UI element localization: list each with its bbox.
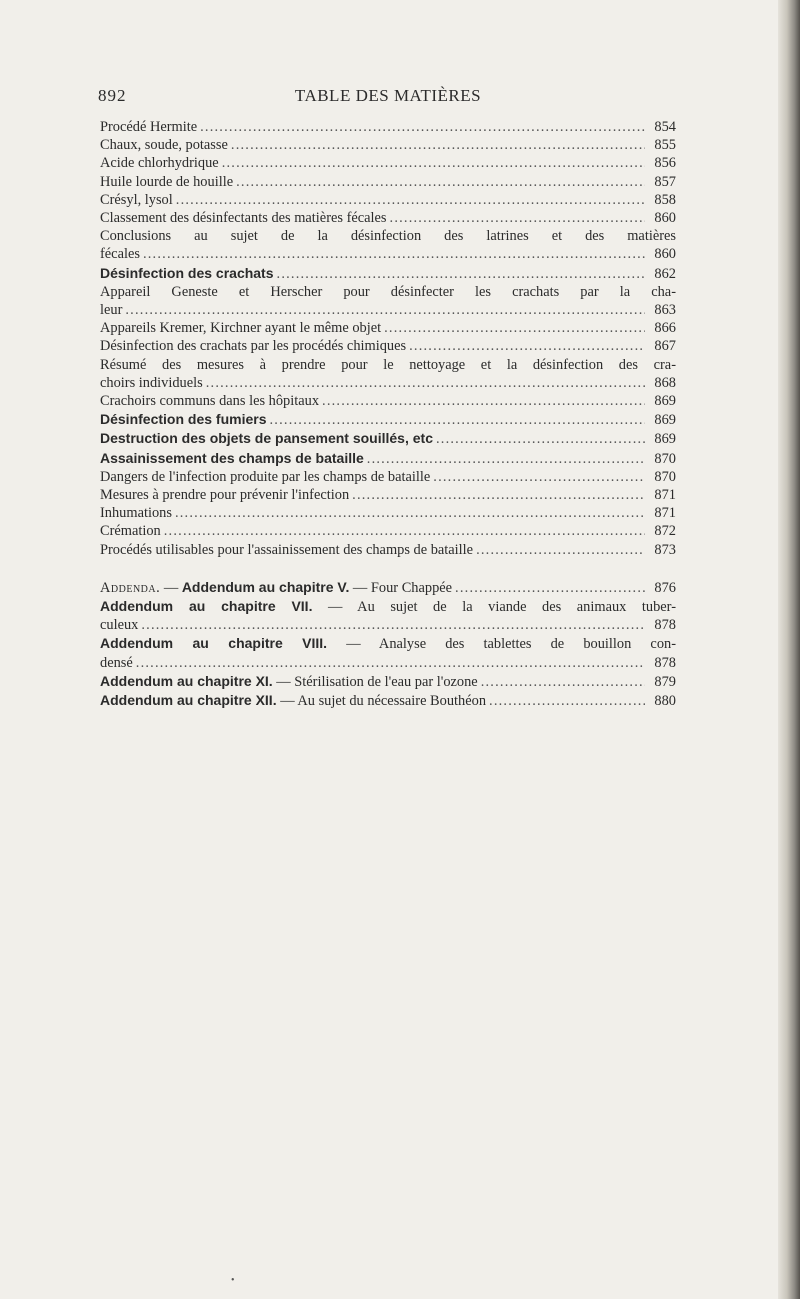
entry-title: choirs individuels (100, 374, 203, 391)
toc-entry (100, 486, 676, 504)
toc-entry (100, 392, 676, 410)
page-edge-shadow (778, 0, 800, 1299)
addendum-title: Addendum au chapitre V. (181, 578, 350, 595)
page-number: 892 (98, 86, 127, 105)
entry-title: Crémation (100, 523, 161, 540)
entry-page: 871 (654, 487, 676, 504)
entry-page: 872 (654, 523, 676, 540)
toc-entry (100, 191, 676, 209)
entry-page: 856 (654, 155, 676, 172)
entry-title: Crésyl, lysol (100, 191, 173, 208)
toc-entry (100, 449, 676, 468)
entry-page: 863 (654, 302, 676, 319)
addendum-title: Addendum au chapitre VIII. (100, 635, 328, 652)
entry-page: 869 (654, 412, 676, 429)
entry-title: Appareils Kremer, Kirchner ayant le même objet (100, 320, 382, 337)
addendum-subject: — Au sujet de la viande des animaux tuber- (312, 599, 676, 616)
toc-entry (100, 227, 676, 263)
toc-entry (100, 468, 676, 486)
addendum-subject: — Analyse des tablettes de bouillon con- (327, 636, 677, 653)
entry-page: 870 (654, 468, 676, 485)
entry-page: 876 (654, 579, 676, 596)
entry-page: 860 (654, 210, 676, 227)
toc-entry (100, 154, 676, 172)
toc-entry (100, 264, 676, 283)
entry-title: Dangers de l'infection produite par les champs de bataille (100, 468, 431, 485)
entry-title: Procédé Hermite (100, 119, 198, 135)
entry-title: Crachoirs communs dans les hôpitaux (100, 393, 320, 410)
entry-title: Procédés utilisables pour l'assainissement des champs de bataille (100, 541, 474, 558)
entry-title: Désinfection des fumiers (100, 411, 267, 428)
entry-title: Acide chlorhydrique (100, 155, 219, 172)
addendum-subject: — Stérilisation de l'eau par l'ozone (272, 673, 478, 690)
entry-title: Classement des désinfectants des matières fécales (100, 210, 387, 227)
toc-entry (100, 283, 676, 319)
page-header (98, 86, 678, 108)
toc-entry (100, 541, 676, 559)
entry-title: Huile lourde de houille (100, 173, 234, 190)
toc-entry (100, 356, 676, 392)
running-title: TABLE DES MATIÈRES (294, 86, 482, 105)
toc-entry (100, 136, 676, 154)
table-of-contents (100, 118, 676, 710)
entry-title: culeux (100, 617, 139, 634)
addendum-subject: — Au sujet du nécessaire Bouthéon (276, 693, 487, 710)
entry-title: Chaux, soude, potasse (100, 137, 228, 154)
entry-page: 862 (654, 265, 676, 282)
entry-page: 858 (654, 191, 676, 208)
entry-page: 868 (654, 374, 676, 391)
entry-page: 855 (654, 137, 676, 154)
entry-title: Désinfection des crachats (100, 264, 274, 281)
addendum-title: Addendum au chapitre XII. (100, 692, 277, 709)
entry-title: leur (100, 302, 123, 319)
addenda-label: Addenda. (100, 579, 161, 596)
entry-page: 857 (654, 173, 676, 190)
entry-page: 869 (654, 431, 676, 448)
entry-page: 867 (654, 338, 676, 355)
entry-page: 880 (654, 693, 676, 710)
addendum-title: Addendum au chapitre VII. (100, 598, 313, 615)
toc-entry (100, 429, 676, 448)
toc-entry (100, 337, 676, 355)
toc-entry (100, 319, 676, 337)
toc-entry (100, 522, 676, 540)
entry-page: 854 (654, 119, 676, 135)
entry-title-line: Conclusions au sujet de la désinfection des latrines et des matières (100, 228, 676, 245)
entry-title: Destruction des objets de pansement souillés, etc (100, 430, 433, 447)
toc-entry (100, 173, 676, 191)
addendum-entry (100, 634, 676, 671)
entry-title: Inhumations (100, 505, 172, 522)
toc-entry (100, 209, 676, 227)
entry-page: 878 (654, 654, 676, 671)
entry-title: Assainissement des champs de bataille (100, 449, 364, 466)
entry-page: 879 (654, 673, 676, 690)
addendum-entry (100, 672, 676, 691)
entry-title: densé (100, 654, 133, 671)
addendum-entry (100, 578, 676, 597)
addenda-dash: — (160, 579, 182, 596)
entry-page: 870 (654, 450, 676, 467)
addendum-title: Addendum au chapitre XI. (100, 672, 273, 689)
toc-entry (100, 410, 676, 429)
entry-page: 866 (654, 320, 676, 337)
entry-page: 878 (654, 617, 676, 634)
entry-title: fécales (100, 246, 140, 263)
entry-page: 871 (654, 505, 676, 522)
ink-speck: • (231, 1275, 235, 1286)
addendum-subject: — Four Chappée (349, 579, 453, 596)
entry-page: 860 (654, 246, 676, 263)
entry-title: Mesures à prendre pour prévenir l'infection (100, 487, 350, 504)
addendum-entry (100, 597, 676, 634)
addendum-entry (100, 691, 676, 710)
entry-page: 869 (654, 393, 676, 410)
entry-title: Désinfection des crachats par les procédés chimiques (100, 338, 407, 355)
entry-title-line: Résumé des mesures à prendre pour le nettoyage et la désinfection des cra- (100, 356, 676, 373)
entry-page: 873 (654, 541, 676, 558)
toc-entry (100, 504, 676, 522)
entry-title-line: Appareil Geneste et Herscher pour désinfecter les crachats par la cha- (100, 283, 676, 300)
toc-entry (100, 118, 676, 136)
